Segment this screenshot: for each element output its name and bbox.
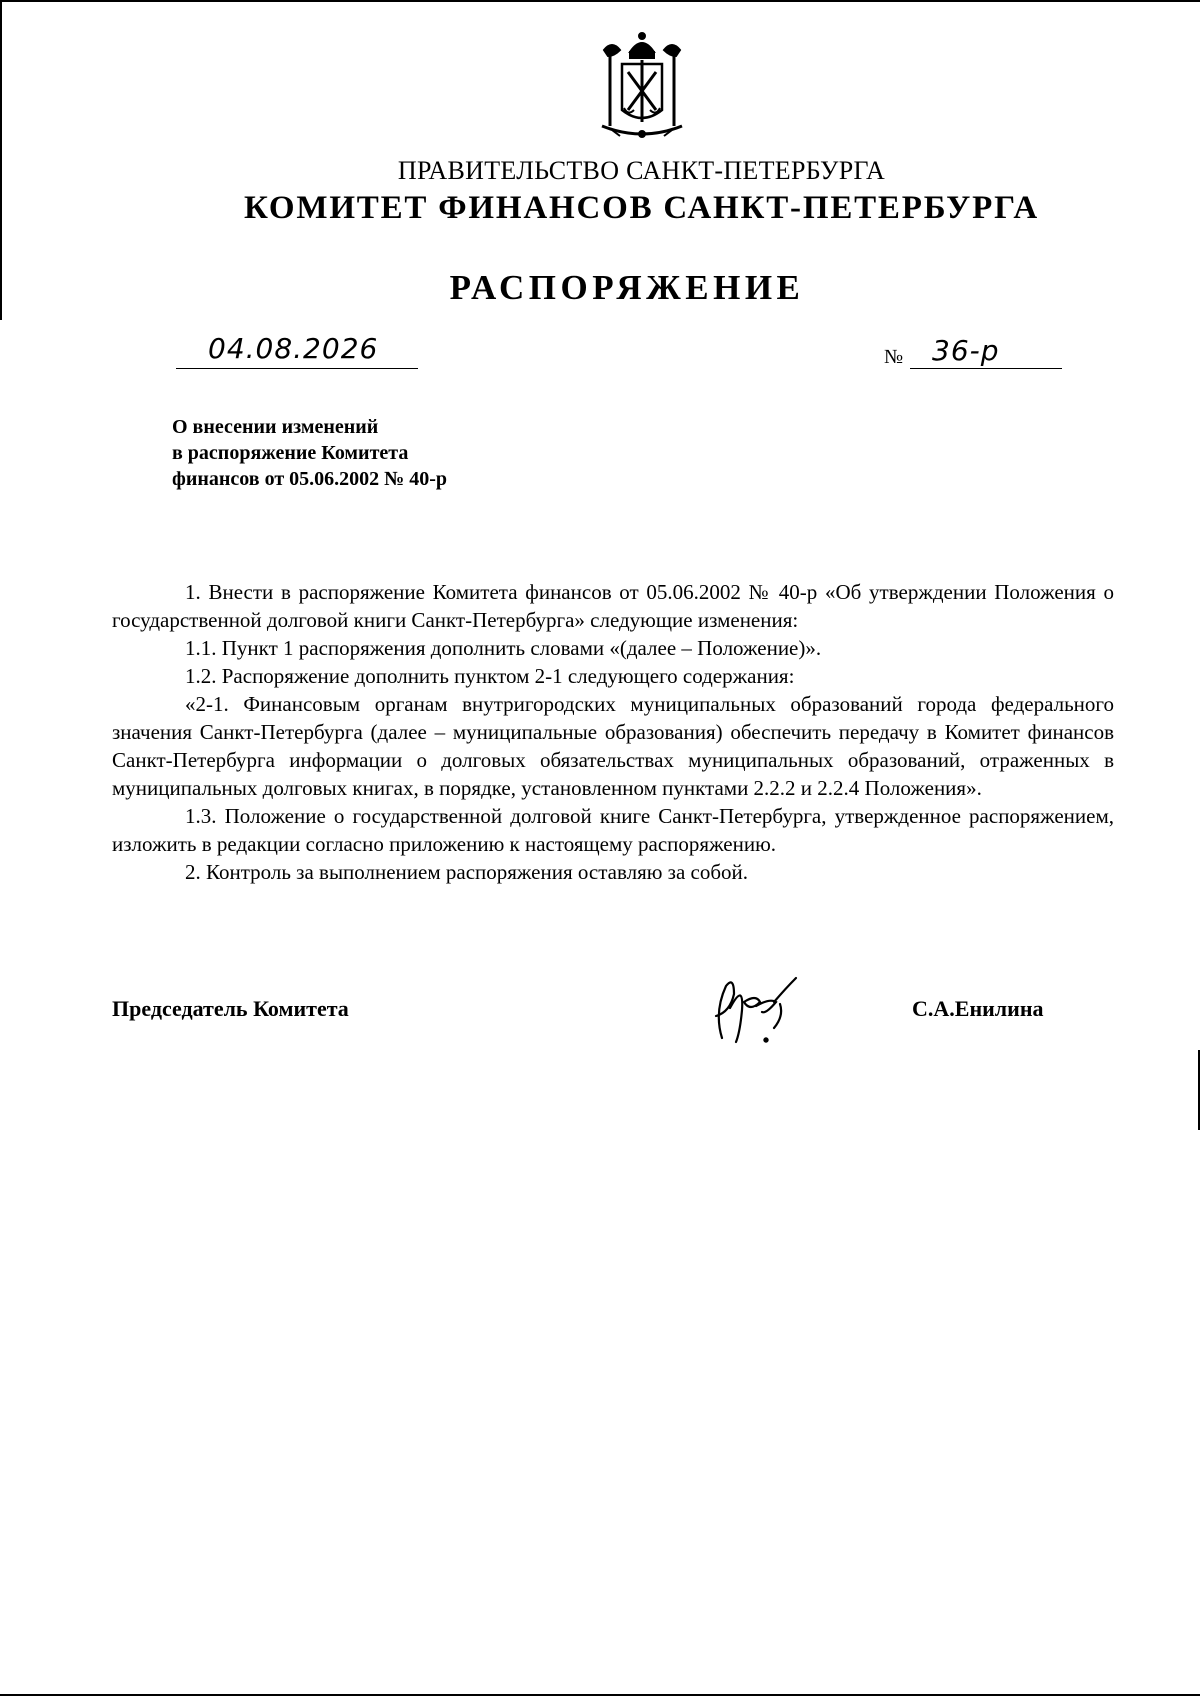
body-paragraph: 2. Контроль за выполнением распоряжения оставляю за собой. <box>185 860 749 884</box>
document-body <box>112 578 1114 886</box>
date-underline <box>176 368 418 369</box>
body-paragraph: 1.2. Распоряжение дополнить пунктом 2-1 следующего содержания: <box>185 664 795 688</box>
document-type-title: РАСПОРЯЖЕНИЕ <box>449 268 805 307</box>
handwritten-date: 04.08.2026 <box>208 332 379 365</box>
body-paragraph: «2-1. Финансовым органам внутригородских муниципальных образований города федерального значения Санкт-Петербурга (далее – муниципальные образования) обеспечить передачу в Комитет финансов Санкт-Петербурга информации о долговых обязательствах муниципальных образований, отраженных в муниципальных долговых книгах, в порядке, установленном пунктами 2.2.2 и 2.2.4 Положения». <box>112 692 1114 800</box>
subject-line: в распоряжение Комитета <box>172 442 409 464</box>
handwritten-signature <box>700 972 810 1044</box>
handwritten-number: 36-р <box>932 334 1000 367</box>
signer-name: С.А.Енилина <box>912 996 1044 1021</box>
subject-line: финансов от 05.06.2002 № 40-р <box>172 468 448 490</box>
body-paragraph: 1.1. Пункт 1 распоряжения дополнить словами «(далее – Положение)». <box>185 636 822 660</box>
subject-block <box>172 414 447 492</box>
coat-of-arms-icon <box>590 30 694 140</box>
body-paragraph: 1. Внести в распоряжение Комитета финансов от 05.06.2002 № 40-р «Об утверждении Положения о государственной долговой книги Санкт-Петербурга» следующие изменения: <box>112 580 1114 632</box>
subject-line: О внесении изменений <box>172 416 379 438</box>
number-underline <box>910 368 1062 369</box>
signer-position: Председатель Комитета <box>112 996 349 1021</box>
committee-heading: КОМИТЕТ ФИНАНСОВ САНКТ-ПЕТЕРБУРГА <box>244 190 1039 226</box>
number-sign: № <box>884 346 904 368</box>
body-paragraph: 1.3. Положение о государственной долговой книге Санкт-Петербурга, утвержденное распоряжением, изложить в редакции согласно приложению к настоящему распоряжению. <box>112 804 1114 856</box>
government-heading: ПРАВИТЕЛЬСТВО САНКТ-ПЕТЕРБУРГА <box>397 156 886 185</box>
scan-edge-top <box>0 0 1200 2</box>
